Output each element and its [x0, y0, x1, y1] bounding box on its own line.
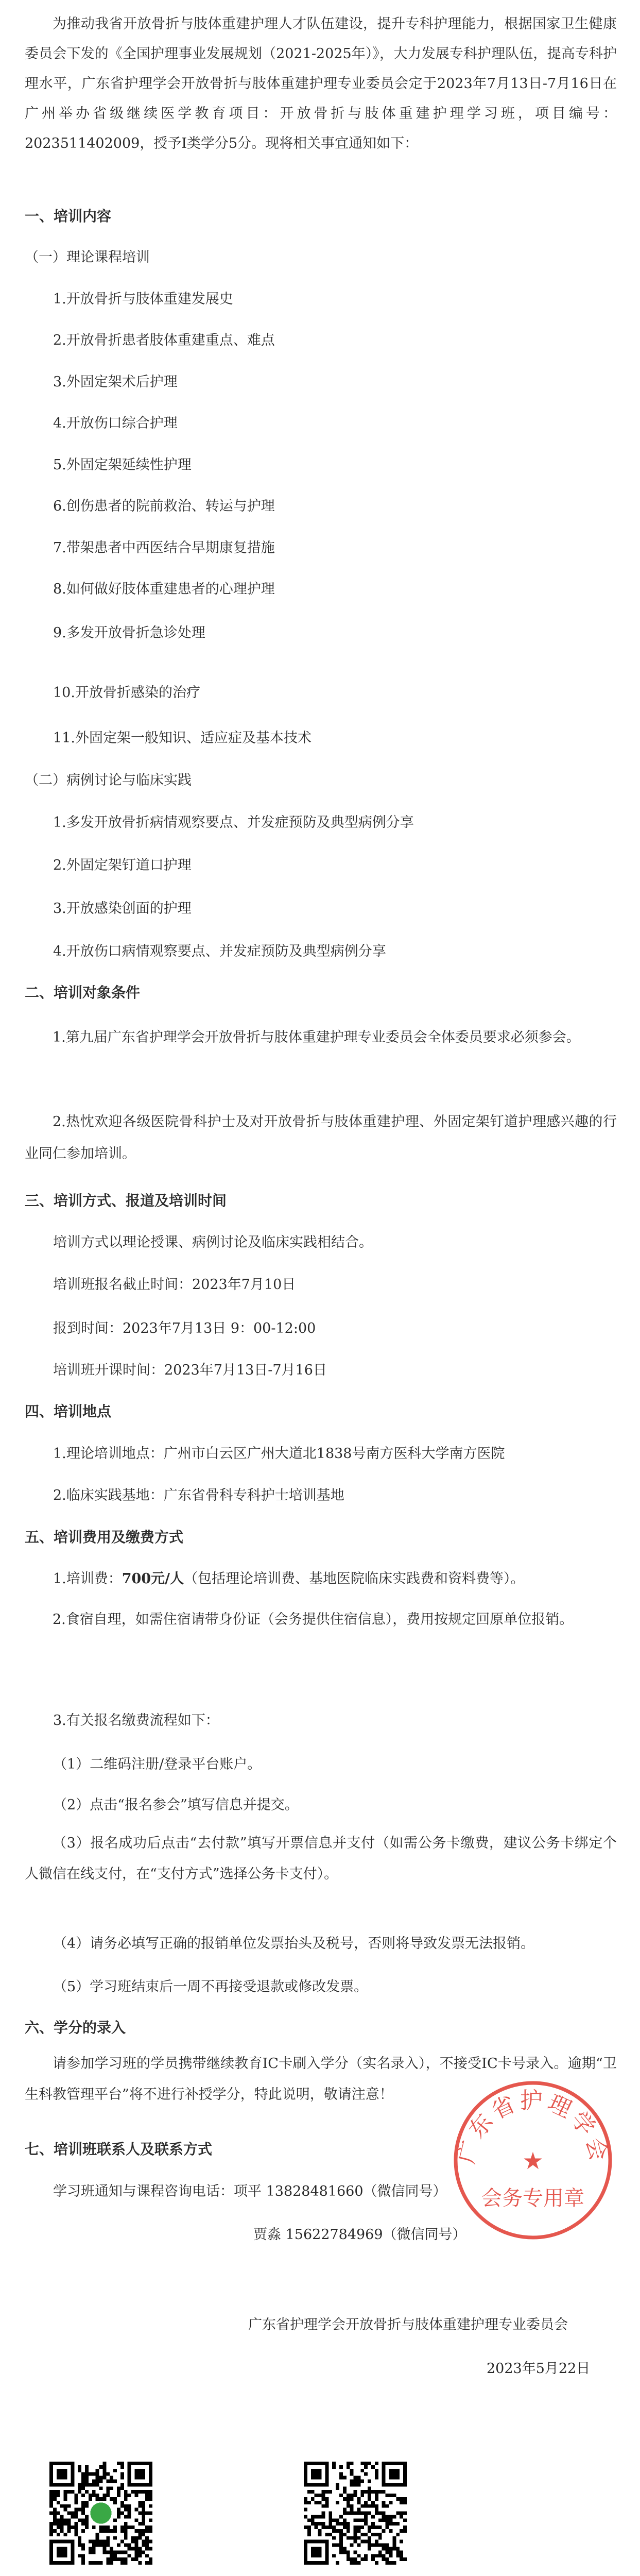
intro-paragraph: 为推动我省开放骨折与肢体重建护理人才队伍建设，提升专科护理能力，根据国家卫生健康委员会下发的《全国护理事业发展规划（2021-2025年）》，大力发展专科护理队伍，提高专科护理水平，广东省护理学会开放骨折与肢体重建护理专业委员会定于2023年7月13日-7月16日在广州举办省级继续医学教育项目：开放骨折与肢体重建护理学习班，项目编号：2023511402009，授予Ⅰ类学分5分。现将相关事宜通知如下： [25, 16, 617, 151]
issuing-organization: 广东省护理学会开放骨折与肢体重建护理专业委员会 [248, 2317, 568, 2333]
section-2-paragraph-1: 1.第九届广东省护理学会开放骨折与肢体重建护理专业委员会全体委员要求必须参会。 [53, 1029, 580, 1045]
course-dates: 培训班开课时间：2023年7月13日-7月16日 [53, 1362, 327, 1378]
seal-text: 广东省护理学会 [453, 2088, 613, 2166]
accommodation-note: 2.食宿自理，如需住宿请带身份证（会务提供住宿信息），费用按规定回原单位报销。 [53, 1612, 574, 1628]
theory-item: 5.外固定架延续性护理 [53, 457, 192, 473]
registration-qr-code[interactable] [49, 2462, 152, 2565]
check-in-time: 报到时间：2023年7月13日 9：00-12:00 [53, 1320, 316, 1336]
fee-amount: 700元/人 [122, 1571, 184, 1587]
fee-suffix: （包括理论培训费、基地医院临床实践费和资料费等）。 [184, 1571, 525, 1587]
theory-item: 7.带架患者中西医结合早期康复措施 [53, 540, 275, 556]
theory-item: 8.如何做好肢体重建患者的心理护理 [53, 581, 275, 597]
credit-paragraph: 请参加学习班的学员携带继续教育IC卡刷入学分（实名录入），不接受IC卡号录入。逾期“卫生科教管理平台”将不进行补授学分，特此说明，敬请注意！ [25, 2056, 617, 2103]
section-5-title: 五、培训费用及缴费方式 [25, 1529, 184, 1546]
payment-process-intro: 3.有关报名缴费流程如下： [53, 1713, 219, 1728]
section-6-title: 六、学分的录入 [25, 2019, 126, 2036]
section-2-paragraph-2: 2.热忱欢迎各级医院骨科护士及对开放骨折与肢体重建护理、外固定架钉道护理感兴趣的行业同仁参加培训。 [25, 1114, 617, 1162]
payment-step: （5）学习班结束后一周不再接受退款或修改发票。 [53, 1979, 368, 1995]
theory-item: 2.开放骨折患者肢体重建重点、难点 [53, 332, 275, 348]
svg-text:★: ★ [522, 2147, 544, 2175]
case-item: 4.开放伤口病情观察要点、并发症预防及典型病例分享 [53, 943, 386, 959]
fee-line [53, 1569, 525, 1589]
theory-item: 10.开放骨折感染的治疗 [53, 685, 200, 701]
section-2-title: 二、培训对象条件 [25, 984, 141, 1001]
seal-subtext: 会务专用章 [481, 2187, 584, 2210]
case-item: 3.开放感染创面的护理 [53, 901, 192, 917]
payment-step: （4）请务必填写正确的报销单位发票抬头及税号，否则将导致发票无法报销。 [53, 1936, 535, 1952]
payment-step: （2）点击“报名参会”填写信息并提交。 [53, 1797, 299, 1813]
payment-step: （3）报名成功后点击“去付款”填写开票信息并支付（如需公务卡缴费，建议公务卡绑定个人微信在线支付，在“支付方式”选择公务卡支付）。 [25, 1835, 617, 1882]
theory-item: 3.外固定架术后护理 [53, 374, 178, 390]
fee-prefix: 1.培训费： [53, 1571, 122, 1587]
case-item: 1.多发开放骨折病情观察要点、并发症预防及典型病例分享 [53, 815, 414, 831]
theory-item: 6.创伤患者的院前救治、转运与护理 [53, 498, 275, 514]
section-3-title: 三、培训方式、报道及培训时间 [25, 1192, 227, 1209]
training-method: 培训方式以理论授课、病例讨论及临床实践相结合。 [53, 1234, 373, 1250]
section-7-title: 七、培训班联系人及联系方式 [25, 2141, 213, 2158]
payment-step: （1）二维码注册/登录平台账户。 [53, 1756, 262, 1772]
registration-deadline: 培训班报名截止时间：2023年7月10日 [53, 1277, 296, 1293]
official-seal [449, 2076, 617, 2244]
practice-location: 2.临床实践基地：广东省骨科专科护士培训基地 [53, 1487, 344, 1503]
theory-item: 9.多发开放骨折急诊处理 [53, 625, 205, 641]
contact-2: 贾淼 15622784969（微信同号） [253, 2227, 466, 2243]
theory-item: 4.开放伤口综合护理 [53, 415, 178, 431]
payment-qr-code[interactable] [304, 2462, 407, 2565]
case-item: 2.外固定架钉道口护理 [53, 857, 192, 873]
theory-item: 1.开放骨折与肢体重建发展史 [53, 291, 233, 307]
section-1-sub-cases: （二）病例讨论与临床实践 [25, 772, 192, 788]
section-1-title: 一、培训内容 [25, 208, 112, 225]
section-4-title: 四、培训地点 [25, 1403, 112, 1420]
issue-date: 2023年5月22日 [487, 2361, 591, 2377]
theory-item: 11.外固定架一般知识、适应症及基本技术 [53, 730, 312, 746]
theory-location: 1.理论培训地点：广州市白云区广州大道北1838号南方医科大学南方医院 [53, 1446, 505, 1462]
contact-1: 学习班通知与课程咨询电话：项平 13828481660（微信同号） [53, 2183, 447, 2199]
section-1-sub-theory: （一）理论课程培训 [25, 249, 150, 265]
